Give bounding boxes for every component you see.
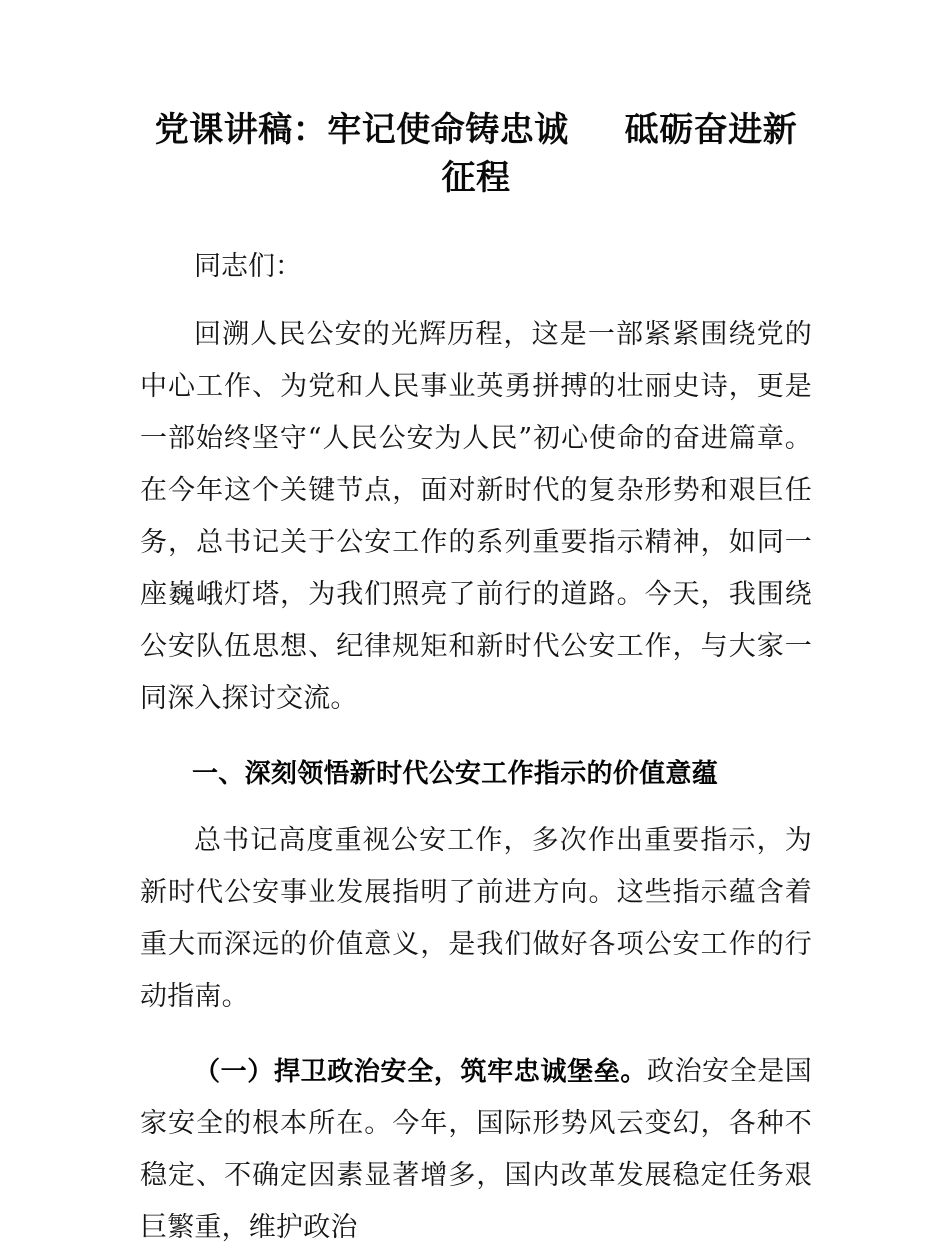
spacer-before-section-1: [140, 725, 812, 747]
subsection-1-1-lead: （一）捍卫政治安全，筑牢忠诚堡垒。: [194, 1056, 648, 1086]
page-title: [140, 0, 812, 203]
salutation: 同志们：: [194, 251, 302, 282]
section-heading-1: 一、深刻领悟新时代公安工作指示的价值意蕴: [192, 758, 719, 788]
page-title-part-2: 砥砺奋进新征程: [441, 112, 798, 197]
spacer-after-section-heading-1: [140, 799, 812, 815]
spacer-after-salutation: [140, 293, 812, 309]
paragraph-subsection-1-1: [140, 1045, 812, 1254]
document-content-column: [140, 0, 812, 1254]
paragraph-intro: 回溯人民公安的光辉历程，这是一部紧紧围绕党的中心工作、为党和人民事业英勇拼搏的壮丽史诗，更是一部始终坚守“人民公安为人民”初心使命的奋进篇章。在今年这个关键节点，面对新时代的复杂形势和艰巨任务，总书记关于公安工作的系列重要指示精神，如同一座巍峨灯塔，为我们照亮了前行的道路。今天，我围绕公安队伍思想、纪律规矩和新时代公安工作，与大家一同深入探讨交流。: [140, 319, 812, 714]
paragraph-section-1-body: 总书记高度重视公安工作，多次作出重要指示，为新时代公安事业发展指明了前进方向。这些指示蕴含着重大而深远的价值意义，是我们做好各项公安工作的行动指南。: [140, 825, 812, 1012]
subsection-1-1-body: 政治安全是国家安全的根本所在。今年，国际形势风云变幻，各种不稳定、不确定因素显著增多，国内改革发展稳定任务艰巨繁重，维护政治: [140, 1056, 812, 1243]
page-title-part-1: 党课讲稿：牢记使命铸忠诚: [154, 112, 569, 149]
spacer-before-subsection-1-1: [140, 1023, 812, 1045]
